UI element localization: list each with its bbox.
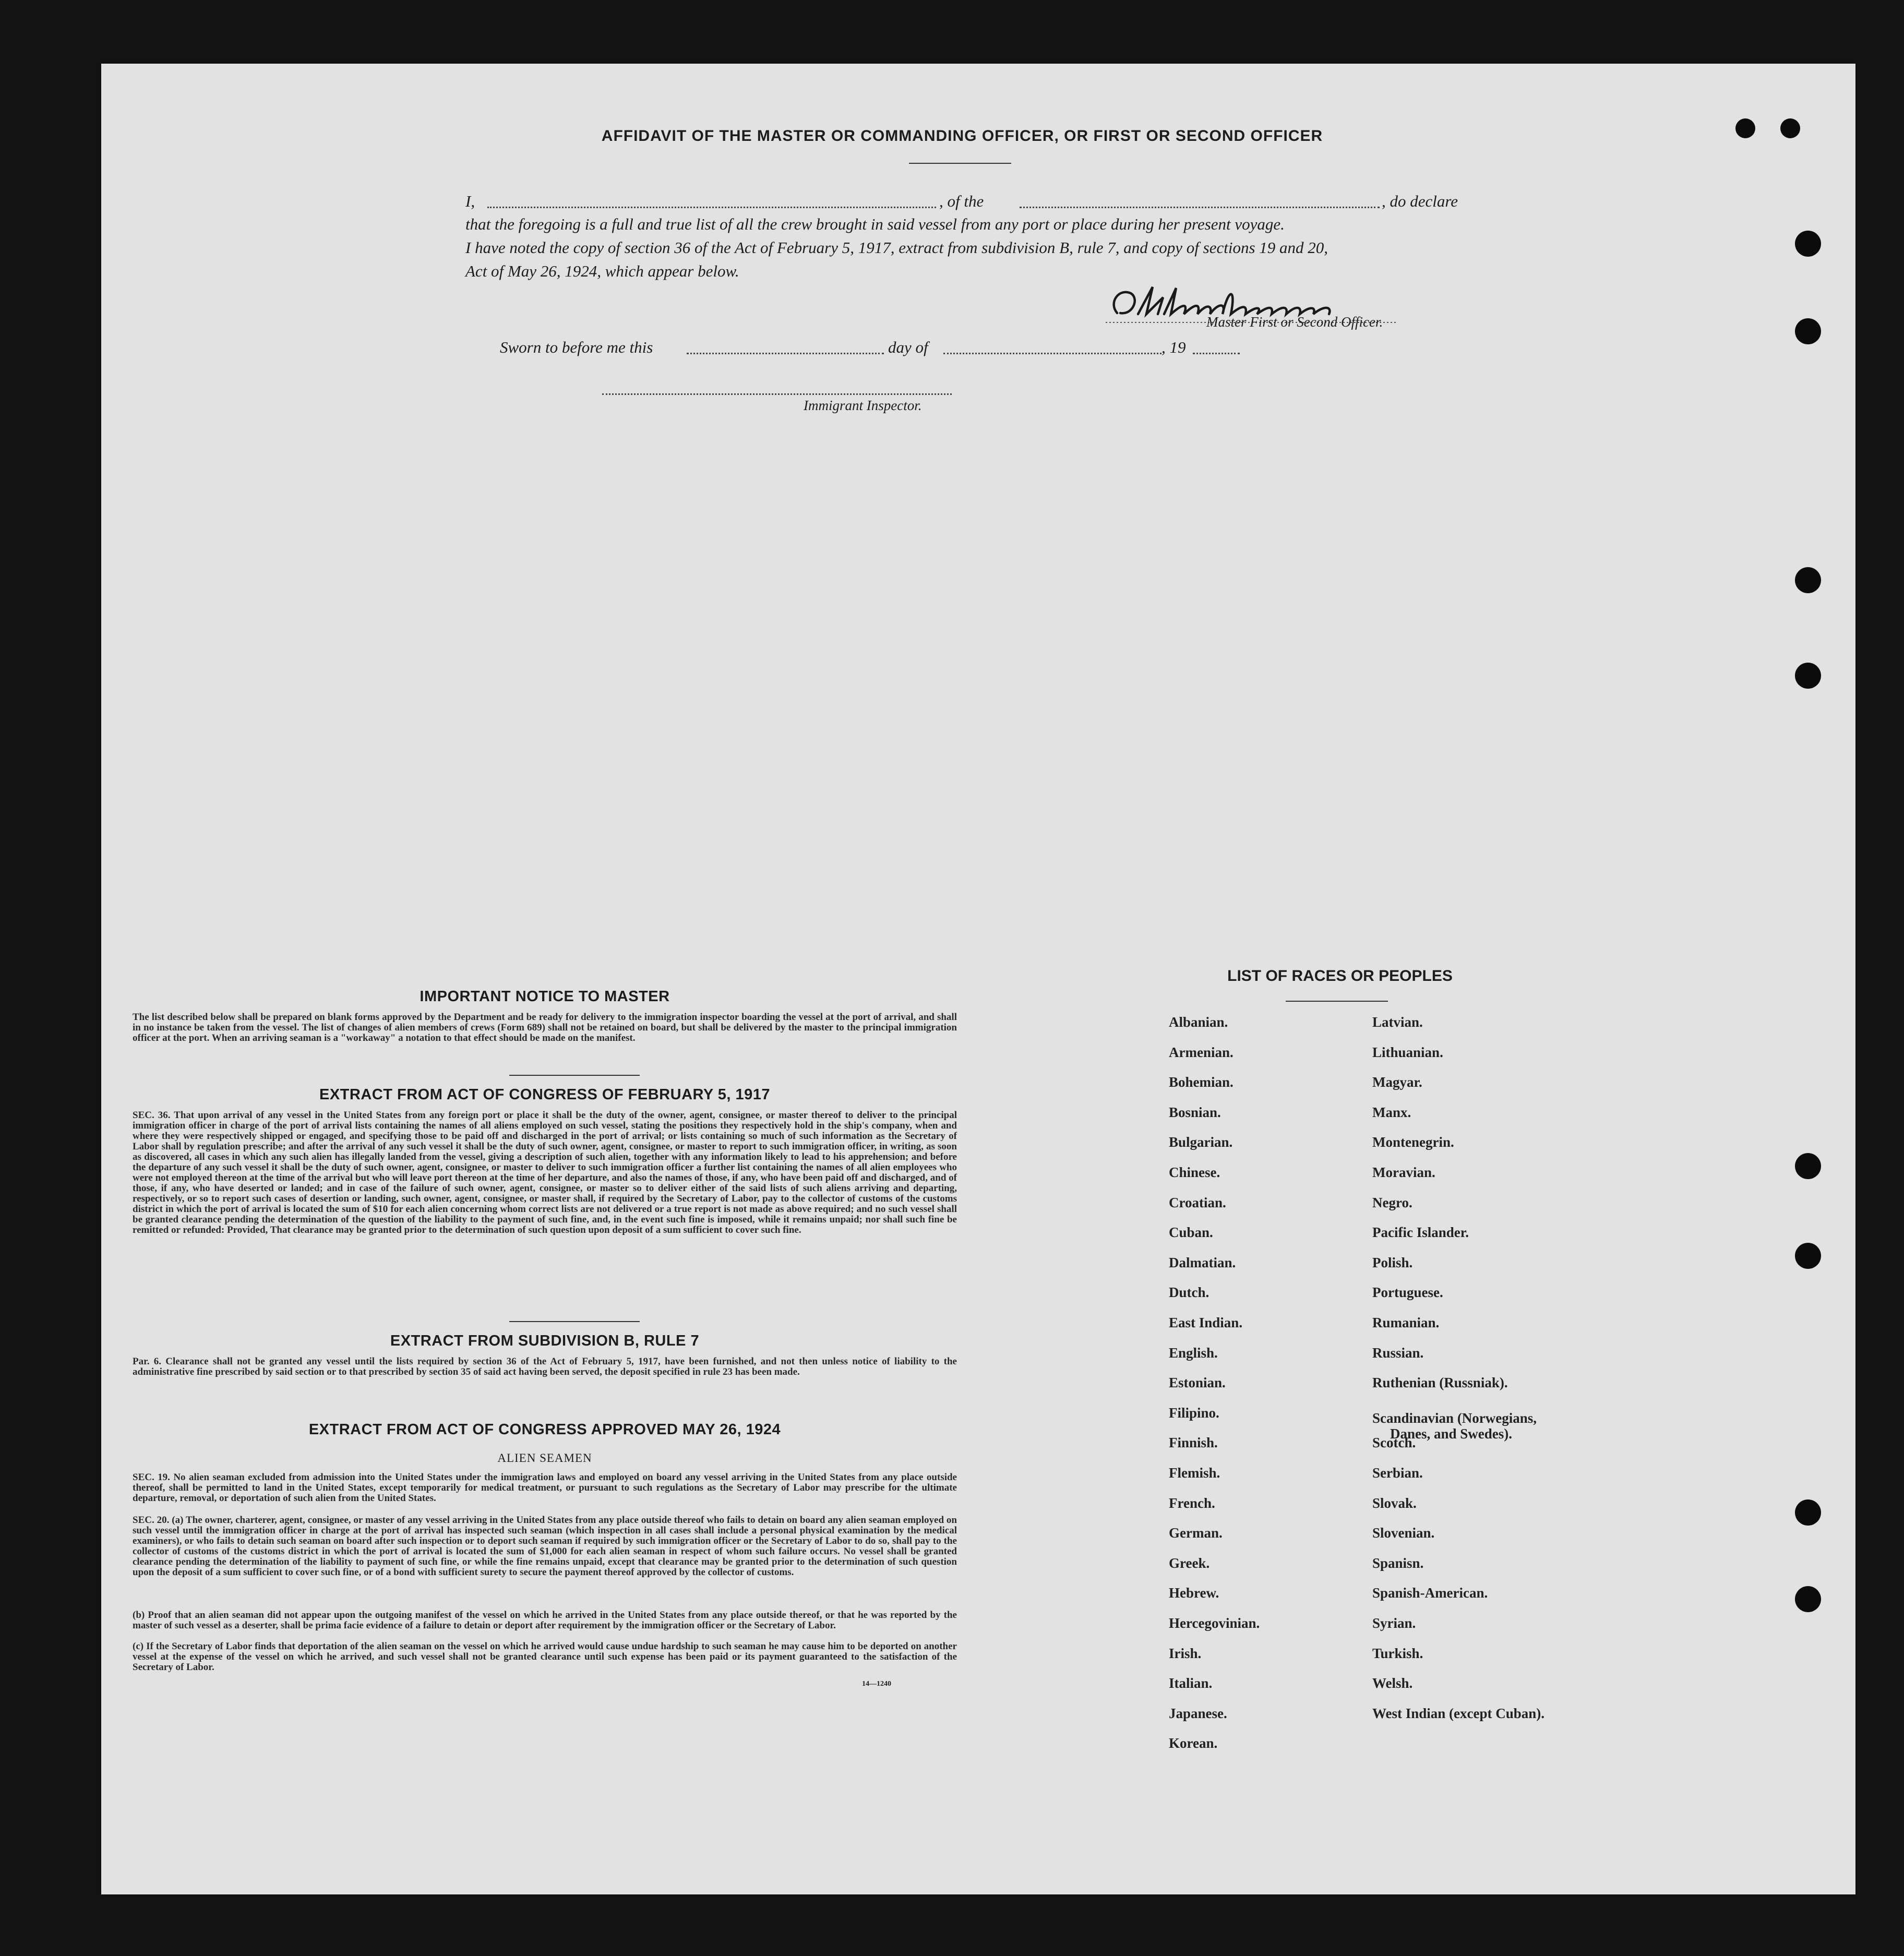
race-item: Spanish-American. <box>1372 1585 1488 1601</box>
extract-rule7-text: Par. 6. Clearance shall not be granted any vessel until the lists required by section 36 of the Act of February 5, 1917, have been furnished, and not then unless notice of liability to the administrative fine prescribed by said section or to that prescribed by section 35 of said act having been served, the deposit specified in rule 23 has been made. <box>133 1356 957 1377</box>
punch-hole <box>1795 1153 1821 1179</box>
inspector-caption: Immigrant Inspector. <box>804 398 922 413</box>
race-item: Scandinavian (Norwegians, <box>1372 1410 1537 1426</box>
punch-hole <box>1795 1243 1821 1269</box>
sworn-prefix: Sworn to before me this <box>500 338 653 356</box>
affidavit-line-3: I have noted the copy of section 36 of the Act of February 5, 1917, extract from subdivision B, rule 7, and copy of sections 19 and 20, <box>465 238 1328 257</box>
race-item: Magyar. <box>1372 1074 1422 1090</box>
section-divider <box>509 1321 640 1322</box>
section-divider <box>509 1075 640 1076</box>
race-item: Armenian. <box>1169 1044 1234 1060</box>
punch-hole <box>1795 231 1821 257</box>
races-divider <box>1286 1001 1388 1002</box>
race-item: Danes, and Swedes). <box>1390 1425 1513 1442</box>
inspector-signature-blank <box>602 393 952 395</box>
race-item: Portuguese. <box>1372 1285 1443 1301</box>
race-item: Italian. <box>1169 1675 1213 1691</box>
race-item: Turkish. <box>1372 1645 1423 1661</box>
race-item: Polish. <box>1372 1254 1413 1270</box>
sworn-line <box>500 338 1335 359</box>
notice-title: IMPORTANT NOTICE TO MASTER <box>420 988 670 1005</box>
race-item: Bohemian. <box>1169 1074 1234 1090</box>
master-caption: Master First or Second Officer. <box>1206 314 1383 330</box>
sec-20c-text: (c) If the Secretary of Labor finds that deportation of the alien seaman on the vessel on which he arrived would cause undue hardship to such seaman he may cause him to be deported on another vessel at the expense of the vessel on which he arrived, and such vessel shall not be granted clearance until such expense has been paid or its payment guaranteed to the satisfaction of the Secretary of Labor. <box>133 1641 957 1673</box>
race-item: Negro. <box>1372 1194 1412 1210</box>
affidavit-of-the: , of the <box>939 192 984 210</box>
race-item: Korean. <box>1169 1735 1218 1751</box>
race-item: Croatian. <box>1169 1194 1226 1210</box>
affidavit-line-1 <box>465 192 1457 213</box>
alien-seamen-subtitle: ALIEN SEAMEN <box>497 1451 592 1465</box>
race-item: West Indian (except Cuban). <box>1372 1705 1545 1721</box>
race-item: East Indian. <box>1169 1315 1243 1330</box>
name-blank <box>487 207 936 208</box>
race-item: Finnish. <box>1169 1435 1218 1451</box>
race-item: Slovak. <box>1372 1495 1417 1511</box>
race-item: Spanisn. <box>1372 1555 1424 1571</box>
race-item: Irish. <box>1169 1645 1202 1661</box>
affidavit-line-2: that the foregoing is a full and true list of all the crew brought in said vessel from any port or place during her present voyage. <box>465 215 1285 233</box>
race-item: English. <box>1169 1345 1218 1361</box>
race-item: Bulgarian. <box>1169 1134 1233 1150</box>
notice-text: The list described below shall be prepared on blank forms approved by the Department and be ready for delivery to the immigration inspector boarding the vessel at the port of arrival, and shall in no instance be taken from the vessel. The list of changes of alien members of crews (Form 689) shall not be retained on board, but shall be delivered by the master to the principal immigration officer at the port. When an arriving seaman is a "workaway" a notation to that effect should be made on the manifest. <box>133 1012 957 1043</box>
punch-hole <box>1795 1586 1821 1612</box>
race-item: Latvian. <box>1372 1014 1423 1030</box>
race-item: Ruthenian (Russniak). <box>1372 1375 1508 1391</box>
race-item: Dutch. <box>1169 1285 1210 1301</box>
race-item: Cuban. <box>1169 1225 1213 1241</box>
race-item: Hebrew. <box>1169 1585 1219 1601</box>
race-item: Moravian. <box>1372 1165 1435 1180</box>
race-item: Flemish. <box>1169 1465 1220 1481</box>
document-page <box>101 64 1855 1894</box>
race-item: Syrian. <box>1372 1615 1416 1631</box>
race-item: Albanian. <box>1169 1014 1228 1030</box>
sec-20a-text: SEC. 20. (a) The owner, charterer, agent, consignee, or master of any vessel arriving in the United States from any place outside thereof who fails to detain on board any alien seaman employed on such vessel until the immigration officer in charge at the port of arrival has inspected such seaman (which inspection in all cases shall include a personal physical examination by the medical examiners), or who fails to detain such seaman on board after such inspection or to deport such seaman if required by such immigration officer or the Secretary of Labor to do so, shall pay to the collector of customs of the customs district in which the port of arrival is located the sum of $1,000 for each alien seaman in respect of whom such failure occurs. No vessel shall be granted clearance pending the determination of the liability to payment of such fine, or while the fine remains unpaid, except that clearance may be granted prior to the determination of such question upon the deposit of a sum sufficient to cover such fine, or of a bond with sufficient surety to secure the payment thereof approved by the collector of customs. <box>133 1515 957 1578</box>
punch-hole <box>1795 567 1821 593</box>
title-divider <box>909 163 1011 164</box>
race-item: Pacific Islander. <box>1372 1225 1469 1241</box>
punch-hole <box>1735 118 1755 138</box>
race-item: Estonian. <box>1169 1375 1226 1391</box>
race-item: Hercegovinian. <box>1169 1615 1260 1631</box>
sec-19-text: SEC. 19. No alien seaman excluded from admission into the United States under the immigration laws and employed on board any vessel arriving in the United States from any place outside thereof, shall be permitted to land in the United States, except temporarily for medical treatment, or pursuant to such regulations as the Secretary of Labor may prescribe for the ultimate departure, removal, or deportation of such alien from the United States. <box>133 1472 957 1504</box>
race-item: Serbian. <box>1372 1465 1423 1481</box>
sworn-year-blank <box>1193 353 1240 354</box>
race-item: Bosnian. <box>1169 1104 1221 1120</box>
race-item: Scotch. <box>1372 1435 1416 1451</box>
punch-hole <box>1795 663 1821 689</box>
race-item: Montenegrin. <box>1372 1134 1454 1150</box>
race-item: Dalmatian. <box>1169 1254 1236 1270</box>
punch-hole <box>1795 1499 1821 1526</box>
form-number: 14—1240 <box>862 1680 891 1688</box>
race-item: Chinese. <box>1169 1165 1220 1180</box>
sworn-year: , 19 <box>1161 338 1186 356</box>
extract-1924-title: EXTRACT FROM ACT OF CONGRESS APPROVED MAY 26, 1924 <box>308 1421 781 1438</box>
affidavit-title: AFFIDAVIT OF THE MASTER OR COMMANDING OFFICER, OR FIRST OR SECOND OFFICER <box>601 127 1323 145</box>
race-item: French. <box>1169 1495 1215 1511</box>
sworn-day: day of <box>888 338 928 356</box>
race-item: Filipino. <box>1169 1405 1219 1421</box>
race-item: Lithuanian. <box>1372 1044 1443 1060</box>
affidavit-declare: , do declare <box>1382 192 1458 210</box>
vessel-blank <box>1020 207 1380 208</box>
race-item: Japanese. <box>1169 1705 1227 1721</box>
punch-hole <box>1795 318 1821 344</box>
extract-1917-title: EXTRACT FROM ACT OF CONGRESS OF FEBRUARY 5, 1917 <box>319 1086 771 1103</box>
race-item: Russian. <box>1372 1345 1424 1361</box>
race-item: Manx. <box>1372 1104 1411 1120</box>
sec-20b-text: (b) Proof that an alien seaman did not appear upon the outgoing manifest of the vessel on which he arrived in the United States from any place outside thereof, or that he was reported by the master of such vessel as a deserter, shall be prima facie evidence of a failure to detain or deport after requirement by the immigration officer or the Secretary of Labor. <box>133 1610 957 1631</box>
race-item: Welsh. <box>1372 1675 1413 1691</box>
race-item: Slovenian. <box>1372 1525 1435 1541</box>
race-item: Greek. <box>1169 1555 1210 1571</box>
sworn-date-blank <box>687 353 884 354</box>
extract-1917-text: SEC. 36. That upon arrival of any vessel in the United States from any foreign port or place it shall be the duty of the owner, agent, consignee, or master thereof to deliver to the principal immigration officer in charge of the port of arrival lists containing the names of all aliens employed on such vessel, stating the positions they respectively hold in the ship's company, when and where they were respectively shipped or engaged, and specifying those to be paid off and discharged in the port of arrival; or lists containing so much of such information as the Secretary of Labor shall by regulation prescribe; and after the arrival of any such vessel it shall be the duty of such owner, agent, consignee, or master to report to such immigration officer, in writing, as soon as discovered, all cases in which any such alien has illegally landed from the vessel, giving a description of such alien, together with any information likely to lead to his apprehension; and before the departure of any such vessel it shall be the duty of such owner, agent, consignee, or master to deliver to such immigration officer a further list containing the names of all alien employees who were not employed thereon at the time of the arrival but who will leave port thereon at the time of her departure, and also the names of those, if any, who have been paid off and discharged, and of those, if any, who have deserted or landed; and in case of the failure of such owner, agent, consignee, or master so to deliver either of the said lists of such aliens arriving and departing, respectively, or so to report such cases of desertion or landing, such owner, agent, consignee, or master shall, if required by the Secretary of Labor, pay to the collector of customs of the customs district in which the port of arrival is located the sum of $10 for each alien concerning whom correct lists are not delivered or a true report is not made as above required; and no such vessel shall be granted clearance pending the determination of the question of the liability to the payment of such fine, and, in the event such fine is imposed, while it remains unpaid; nor shall such fine be remitted or refunded: Provided, That clearance may be granted prior to the determination of such question upon deposit of a sum sufficient to cover such fine. <box>133 1110 957 1235</box>
punch-hole <box>1780 118 1800 138</box>
race-item: German. <box>1169 1525 1223 1541</box>
sworn-month-blank <box>943 353 1161 354</box>
affidavit-i: I, <box>465 192 475 210</box>
extract-rule7-title: EXTRACT FROM SUBDIVISION B, RULE 7 <box>390 1333 700 1349</box>
affidavit-line-4: Act of May 26, 1924, which appear below. <box>465 262 739 280</box>
race-item: Rumanian. <box>1372 1315 1440 1330</box>
races-title: LIST OF RACES OR PEOPLES <box>1227 967 1453 985</box>
